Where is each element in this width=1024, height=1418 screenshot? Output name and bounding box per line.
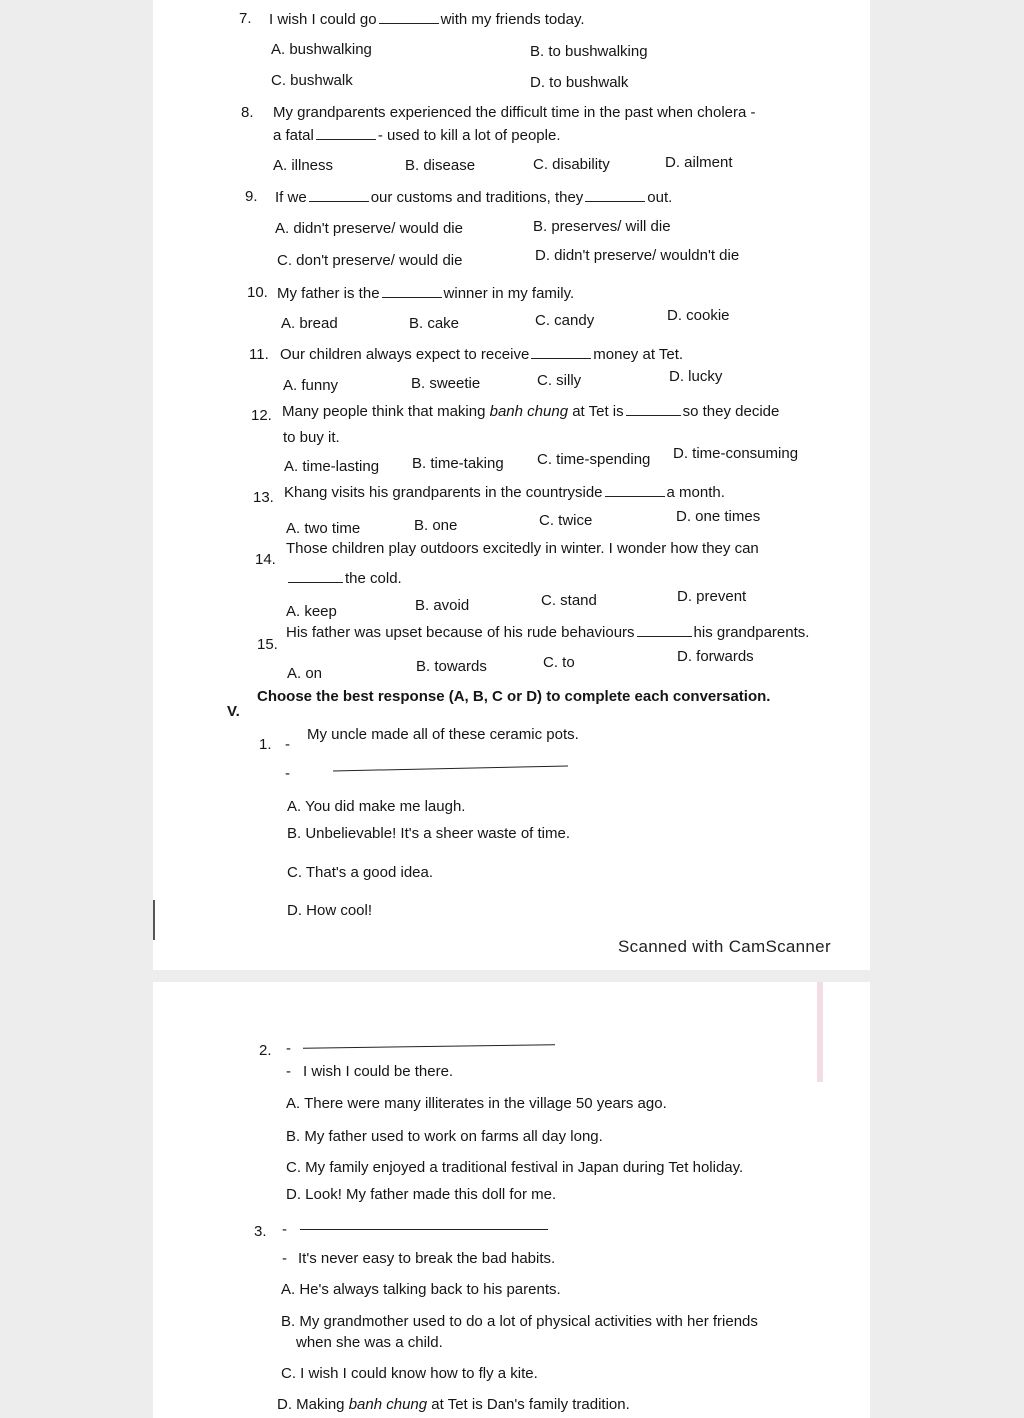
c1-option-a[interactable]: A. You did make me laugh. [287,798,466,815]
scan-edge-tint [817,982,823,1082]
q9-option-c[interactable]: C. don't preserve/ would die [277,252,463,269]
q15-stem: His father was upset because of his rude behaviours his grandparents. [286,624,810,641]
q8-number: 8. [241,104,254,121]
q9-option-d[interactable]: D. didn't preserve/ wouldn't die [535,247,740,264]
q11-stem: Our children always expect to receive money at Tet. [280,346,684,363]
c3-dash: - [282,1221,287,1238]
q11-number: 11. [249,346,269,363]
camscanner-watermark: Scanned with CamScanner [618,937,831,956]
c3-option-a[interactable]: A. He's always talking back to his parents. [281,1281,561,1298]
c2-number: 2. [259,1042,272,1059]
q10-option-b[interactable]: B. cake [409,315,460,332]
c3-option-c[interactable]: C. I wish I could know how to fly a kite. [281,1365,538,1382]
q8-option-b[interactable]: B. disease [405,157,476,174]
q14-stem-line2: the cold. [286,569,402,588]
c3-option-b-line1[interactable]: B. My grandmother used to do a lot of physical activities with her friends [281,1313,758,1330]
section-v-title: Choose the best response (A, B, C or D) to complete each conversation. [257,688,771,705]
c1-option-c[interactable]: C. That's a good idea. [287,864,434,881]
q10-option-a[interactable]: A. bread [281,315,338,332]
c3-response: It's never easy to break the bad habits. [298,1250,556,1267]
q11-option-c[interactable]: C. silly [537,372,582,389]
q13-number: 13. [253,489,274,506]
q10-option-d[interactable]: D. cookie [667,307,730,324]
q14-stem-line1: Those children play outdoors excitedly in winter. I wonder how they can [286,540,759,557]
c1-option-d[interactable]: D. How cool! [287,902,373,919]
c2-prompt-blank [303,1044,555,1049]
q9-option-b[interactable]: B. preserves/ will die [533,218,671,235]
q14-option-d[interactable]: D. prevent [677,588,747,605]
q8-option-a[interactable]: A. illness [273,157,334,174]
q15-option-c[interactable]: C. to [543,654,575,671]
q8-stem-line2: a fatal - used to kill a lot of people. [273,127,561,144]
q13-option-c[interactable]: C. twice [539,512,593,529]
q8-option-d[interactable]: D. ailment [665,154,733,171]
c2-option-c[interactable]: C. My family enjoyed a traditional festival in Japan during Tet holiday. [286,1159,744,1176]
q7-option-d[interactable]: D. to bushwalk [530,74,629,91]
c1-response-dash: - [285,765,290,782]
c2-option-a[interactable]: A. There were many illiterates in the village 50 years ago. [286,1095,667,1112]
q9-option-a[interactable]: A. didn't preserve/ would die [275,220,463,237]
scanned-page-1 [153,0,870,970]
c3-response-dash: - [282,1250,287,1267]
c3-option-b-line2[interactable]: when she was a child. [296,1334,443,1351]
q13-option-d[interactable]: D. one times [676,508,761,525]
c2-response-dash: - [286,1063,291,1080]
scanned-page-2 [153,982,870,1418]
q11-option-d[interactable]: D. lucky [669,368,723,385]
c2-response: I wish I could be there. [303,1063,454,1080]
c3-option-d[interactable]: D. Making banh chung at Tet is Dan's family tradition. [277,1396,630,1413]
q11-option-a[interactable]: A. funny [283,377,339,394]
c1-option-b[interactable]: B. Unbelievable! It's a sheer waste of time. [287,825,571,842]
q7-option-a[interactable]: A. bushwalking [271,41,372,58]
q15-number: 15. [257,636,278,653]
scan-edge [153,900,155,940]
q7-number: 7. [239,10,252,27]
q8-option-c[interactable]: C. disability [533,156,610,173]
q13-option-a[interactable]: A. two time [286,520,361,537]
c2-option-d[interactable]: D. Look! My father made this doll for me. [286,1186,557,1203]
q12-option-a[interactable]: A. time-lasting [284,458,380,475]
q14-option-b[interactable]: B. avoid [415,597,470,614]
c1-response-blank [333,766,568,772]
c2-option-b[interactable]: B. My father used to work on farms all day long. [286,1128,603,1145]
c3-number: 3. [254,1223,267,1240]
q14-option-a[interactable]: A. keep [286,603,337,620]
q12-stem-line1: Many people think that making banh chung at Tet is so they decide [282,403,780,420]
q10-number: 10. [247,284,268,301]
q14-number: 14. [255,551,276,568]
q8-stem-line1: My grandparents experienced the difficult time in the past when cholera - [273,104,756,121]
q12-option-c[interactable]: C. time-spending [537,451,651,468]
c3-prompt-blank [300,1229,548,1230]
q10-option-c[interactable]: C. candy [535,312,595,329]
c1-number: 1. [259,736,272,753]
q12-stem-line2: to buy it. [283,429,340,446]
q14-option-c[interactable]: C. stand [541,592,597,609]
section-v-number: V. [227,703,240,720]
c2-dash: - [286,1040,291,1057]
c1-prompt: My uncle made all of these ceramic pots. [307,726,579,743]
q9-number: 9. [245,188,258,205]
q9-stem: If we our customs and traditions, they out. [275,189,673,206]
q7-option-b[interactable]: B. to bushwalking [530,43,648,60]
q7-option-c[interactable]: C. bushwalk [271,72,353,89]
q13-option-b[interactable]: B. one [414,517,458,534]
q13-stem: Khang visits his grandparents in the countryside a month. [284,484,725,501]
q15-option-d[interactable]: D. forwards [677,648,754,665]
c1-dash: - [285,736,290,753]
q7-stem: I wish I could go with my friends today. [269,11,585,28]
q12-option-b[interactable]: B. time-taking [412,455,504,472]
q12-option-d[interactable]: D. time-consuming [673,445,799,462]
q12-number: 12. [251,407,272,424]
q10-stem: My father is the winner in my family. [277,285,575,302]
q15-option-b[interactable]: B. towards [416,658,487,675]
q15-option-a[interactable]: A. on [287,665,323,682]
q11-option-b[interactable]: B. sweetie [411,375,481,392]
